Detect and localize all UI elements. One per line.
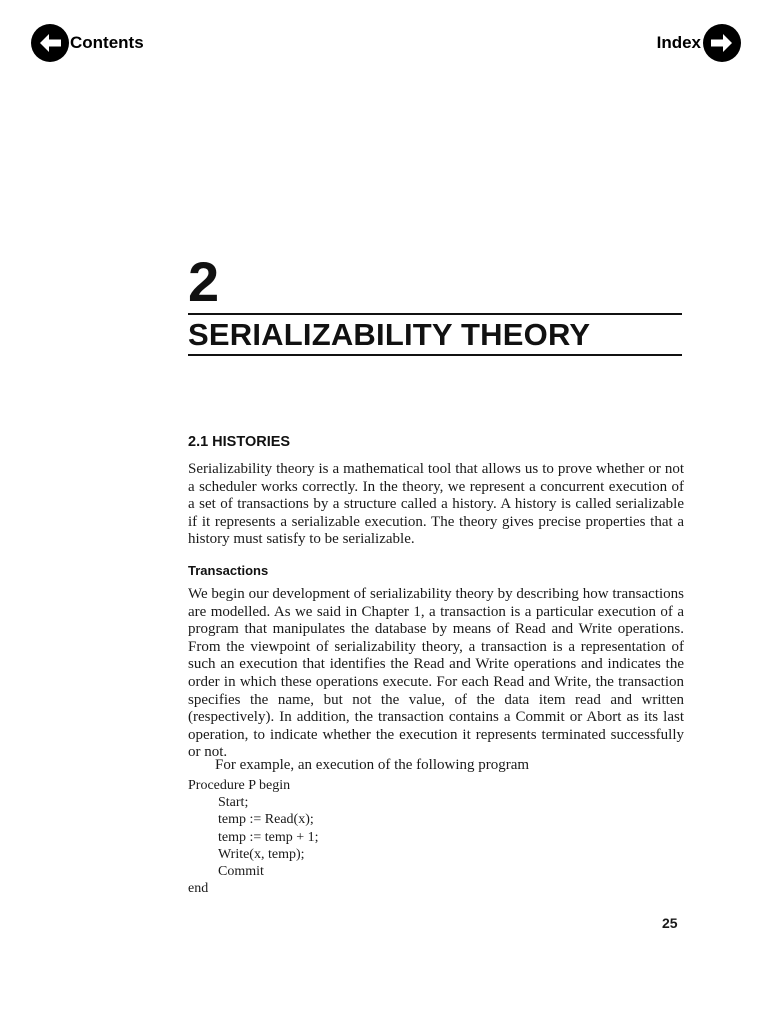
chapter-number: 2 xyxy=(188,250,220,313)
example-intro: For example, an execution of the following program xyxy=(215,757,530,773)
code-line: temp := temp + 1; xyxy=(218,829,319,845)
transactions-paragraph: We begin our development of serializability theory by describing how transactions are modelled. As we said in Chapter 1, a transaction is a particular execution of a program that manipulates the database by means of Read and Write operations. From the viewpoint of serializability theory, a transaction is a representation of such an execution that identifies the Read and Write operations and indicates the order in which these operations execute. For each Read and Write, the transaction specifies the name, but not the value, of the data item read and written (respectively). In addition, the transaction contains a Commit or Abort as its last operation, to indicate whether the execution it represents terminated successfully or not. xyxy=(188,586,684,761)
code-line: end xyxy=(188,881,209,897)
contents-link[interactable] xyxy=(30,22,144,64)
chapter-rule-top xyxy=(188,313,682,315)
code-line: temp := Read(x); xyxy=(218,812,314,828)
contents-label: Contents xyxy=(70,33,144,52)
code-line: Write(x, temp); xyxy=(218,846,305,862)
code-listing xyxy=(188,777,319,897)
chapter-rule-bottom xyxy=(188,354,682,356)
arrow-left-circle-icon xyxy=(30,23,70,63)
code-line: Procedure P begin xyxy=(188,778,291,793)
arrow-right-circle-icon xyxy=(702,23,742,63)
subsection-heading: Transactions xyxy=(188,563,269,578)
page-number: 25 xyxy=(662,915,678,931)
code-line: Start; xyxy=(218,795,249,811)
code-line: Commit xyxy=(218,864,264,880)
chapter-title: SERIALIZABILITY THEORY xyxy=(188,317,591,352)
section-heading: 2.1 HISTORIES xyxy=(188,434,291,450)
index-label: Index xyxy=(656,33,701,52)
index-link[interactable] xyxy=(657,22,742,64)
section-paragraph: Serializability theory is a mathematical tool that allows us to prove whether or not a scheduler works correctly. In the theory, we represent a concurrent execution of a set of transactions by a structure called a history. A history is called serializable if it represents a serializable execution. The theory gives precise properties that a history must satisfy to be serializable. xyxy=(188,461,684,548)
